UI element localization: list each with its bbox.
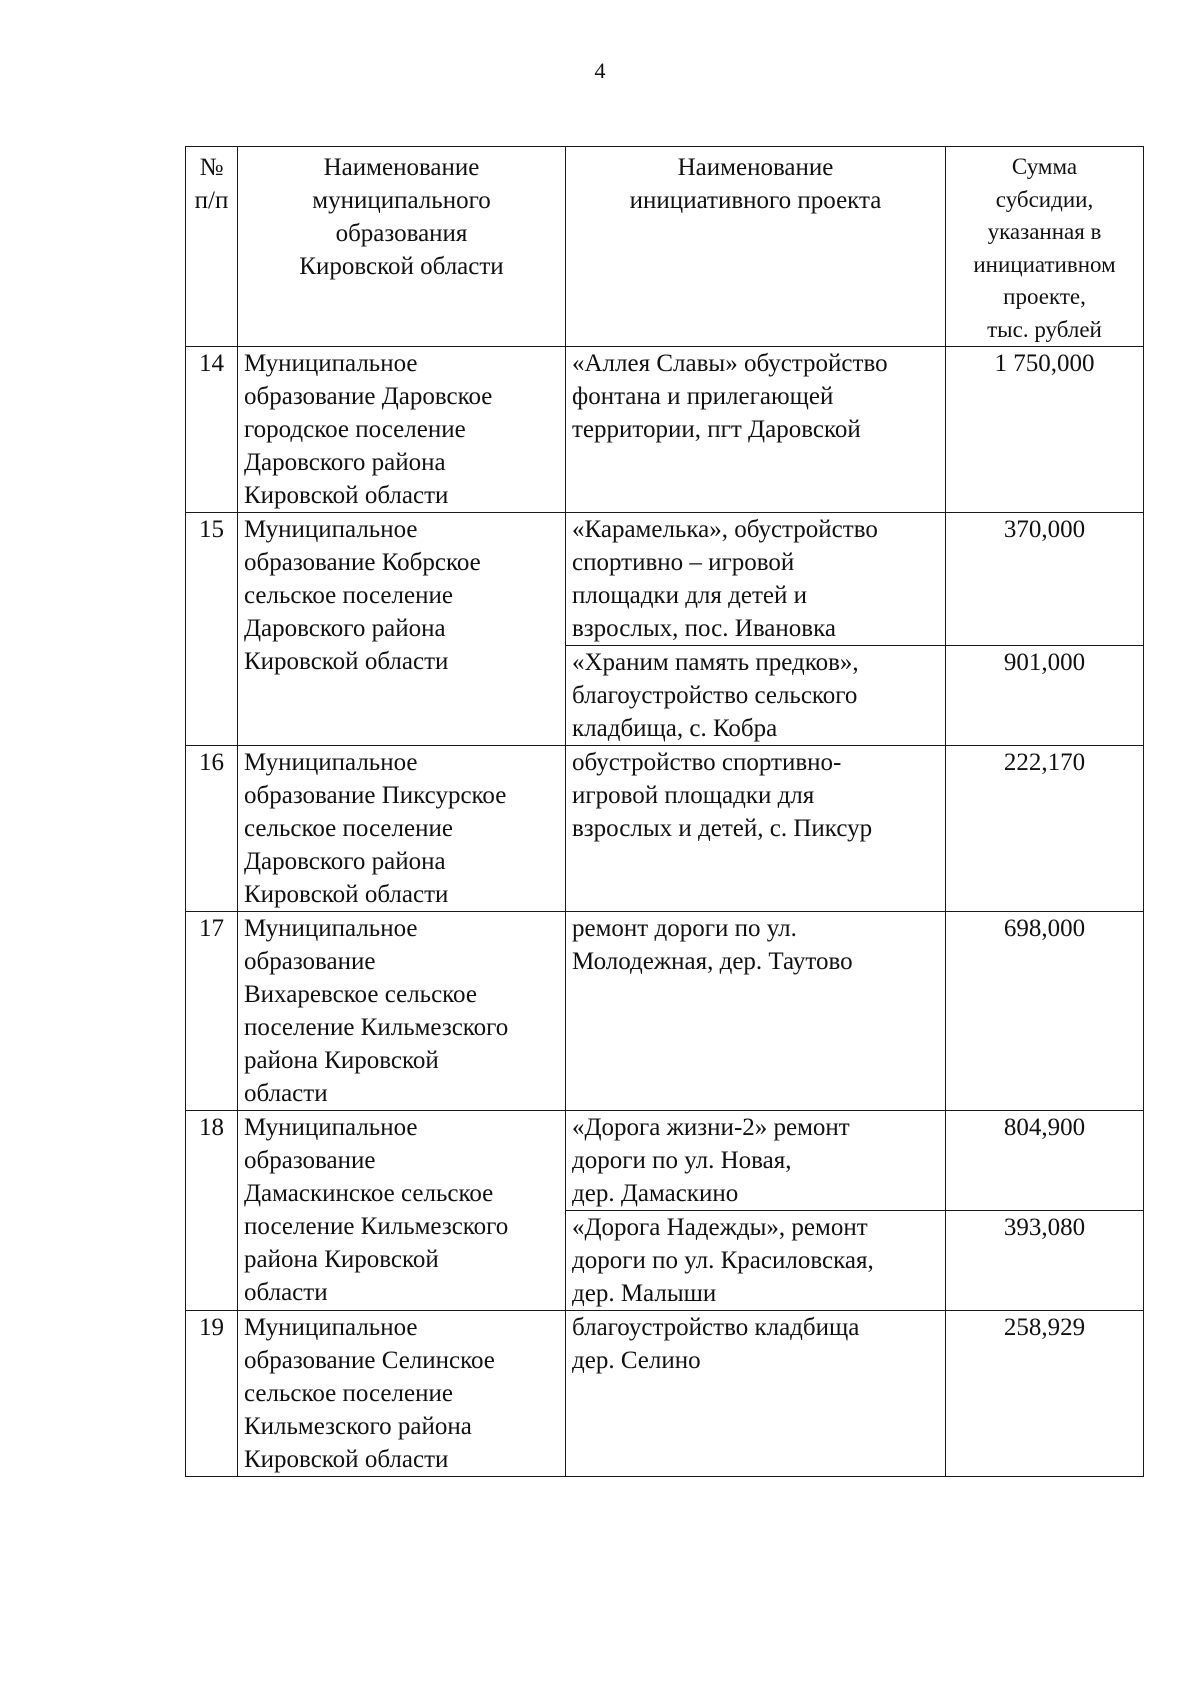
page-number: 4 [594,58,606,83]
table-row [186,746,1144,912]
row-number: 16 [186,746,238,912]
header-municipality: Наименование муниципального образования Кировской области [238,147,566,347]
project-name: «Храним память предков», благоустройство сельского кладбища, с. Кобра [566,646,946,746]
project-name: ремонт дороги по ул. Молодежная, дер. Таутово [566,912,946,1111]
table-row [186,1311,1144,1477]
subsidy-sum: 393,080 [946,1211,1144,1311]
municipality-name: Муниципальное образование Пиксурское сельское поселение Даровского района Кировской области [238,746,566,912]
subsidy-sum: 804,900 [946,1111,1144,1211]
subsidy-sum: 698,000 [946,912,1144,1111]
municipality-name: Муниципальное образование Даровское городское поселение Даровского района Кировской области [238,347,566,513]
municipality-name: Муниципальное образование Вихаревское сельское поселение Кильмезского района Кировской области [238,912,566,1111]
row-number: 19 [186,1311,238,1477]
municipality-name: Муниципальное образование Дамаскинское сельское поселение Кильмезского района Кировской области [238,1111,566,1311]
table-row [186,513,1144,646]
municipality-name: Муниципальное образование Кобрское сельское поселение Даровского района Кировской области [238,513,566,746]
row-number: 15 [186,513,238,746]
subsidy-sum: 258,929 [946,1311,1144,1477]
header-project: Наименование инициативного проекта [566,147,946,347]
subsidy-sum: 1 750,000 [946,347,1144,513]
table-row [186,347,1144,513]
table-header-row [186,147,1144,347]
project-name: благоустройство кладбища дер. Селино [566,1311,946,1477]
row-number: 17 [186,912,238,1111]
project-name: обустройство спортивно- игровой площадки для взрослых и детей, с. Пиксур [566,746,946,912]
project-name: «Аллея Славы» обустройство фонтана и прилегающей территории, пгт Даровской [566,347,946,513]
municipality-name: Муниципальное образование Селинское сельское поселение Кильмезского района Кировской области [238,1311,566,1477]
project-name: «Дорога Надежды», ремонт дороги по ул. Красиловская, дер. Малыши [566,1211,946,1311]
subsidy-sum: 370,000 [946,513,1144,646]
row-number: 18 [186,1111,238,1311]
subsidy-sum: 222,170 [946,746,1144,912]
row-number: 14 [186,347,238,513]
header-number: № п/п [186,147,238,347]
project-name: «Дорога жизни-2» ремонт дороги по ул. Новая, дер. Дамаскино [566,1111,946,1211]
subsidy-sum: 901,000 [946,646,1144,746]
table-row [186,912,1144,1111]
table-row [186,1111,1144,1211]
subsidy-table [185,146,1144,1477]
project-name: «Карамелька», обустройство спортивно – игровой площадки для детей и взрослых, пос. Ивановка [566,513,946,646]
header-sum: Сумма субсидии, указанная в инициативном проекте, тыс. рублей [946,147,1144,347]
